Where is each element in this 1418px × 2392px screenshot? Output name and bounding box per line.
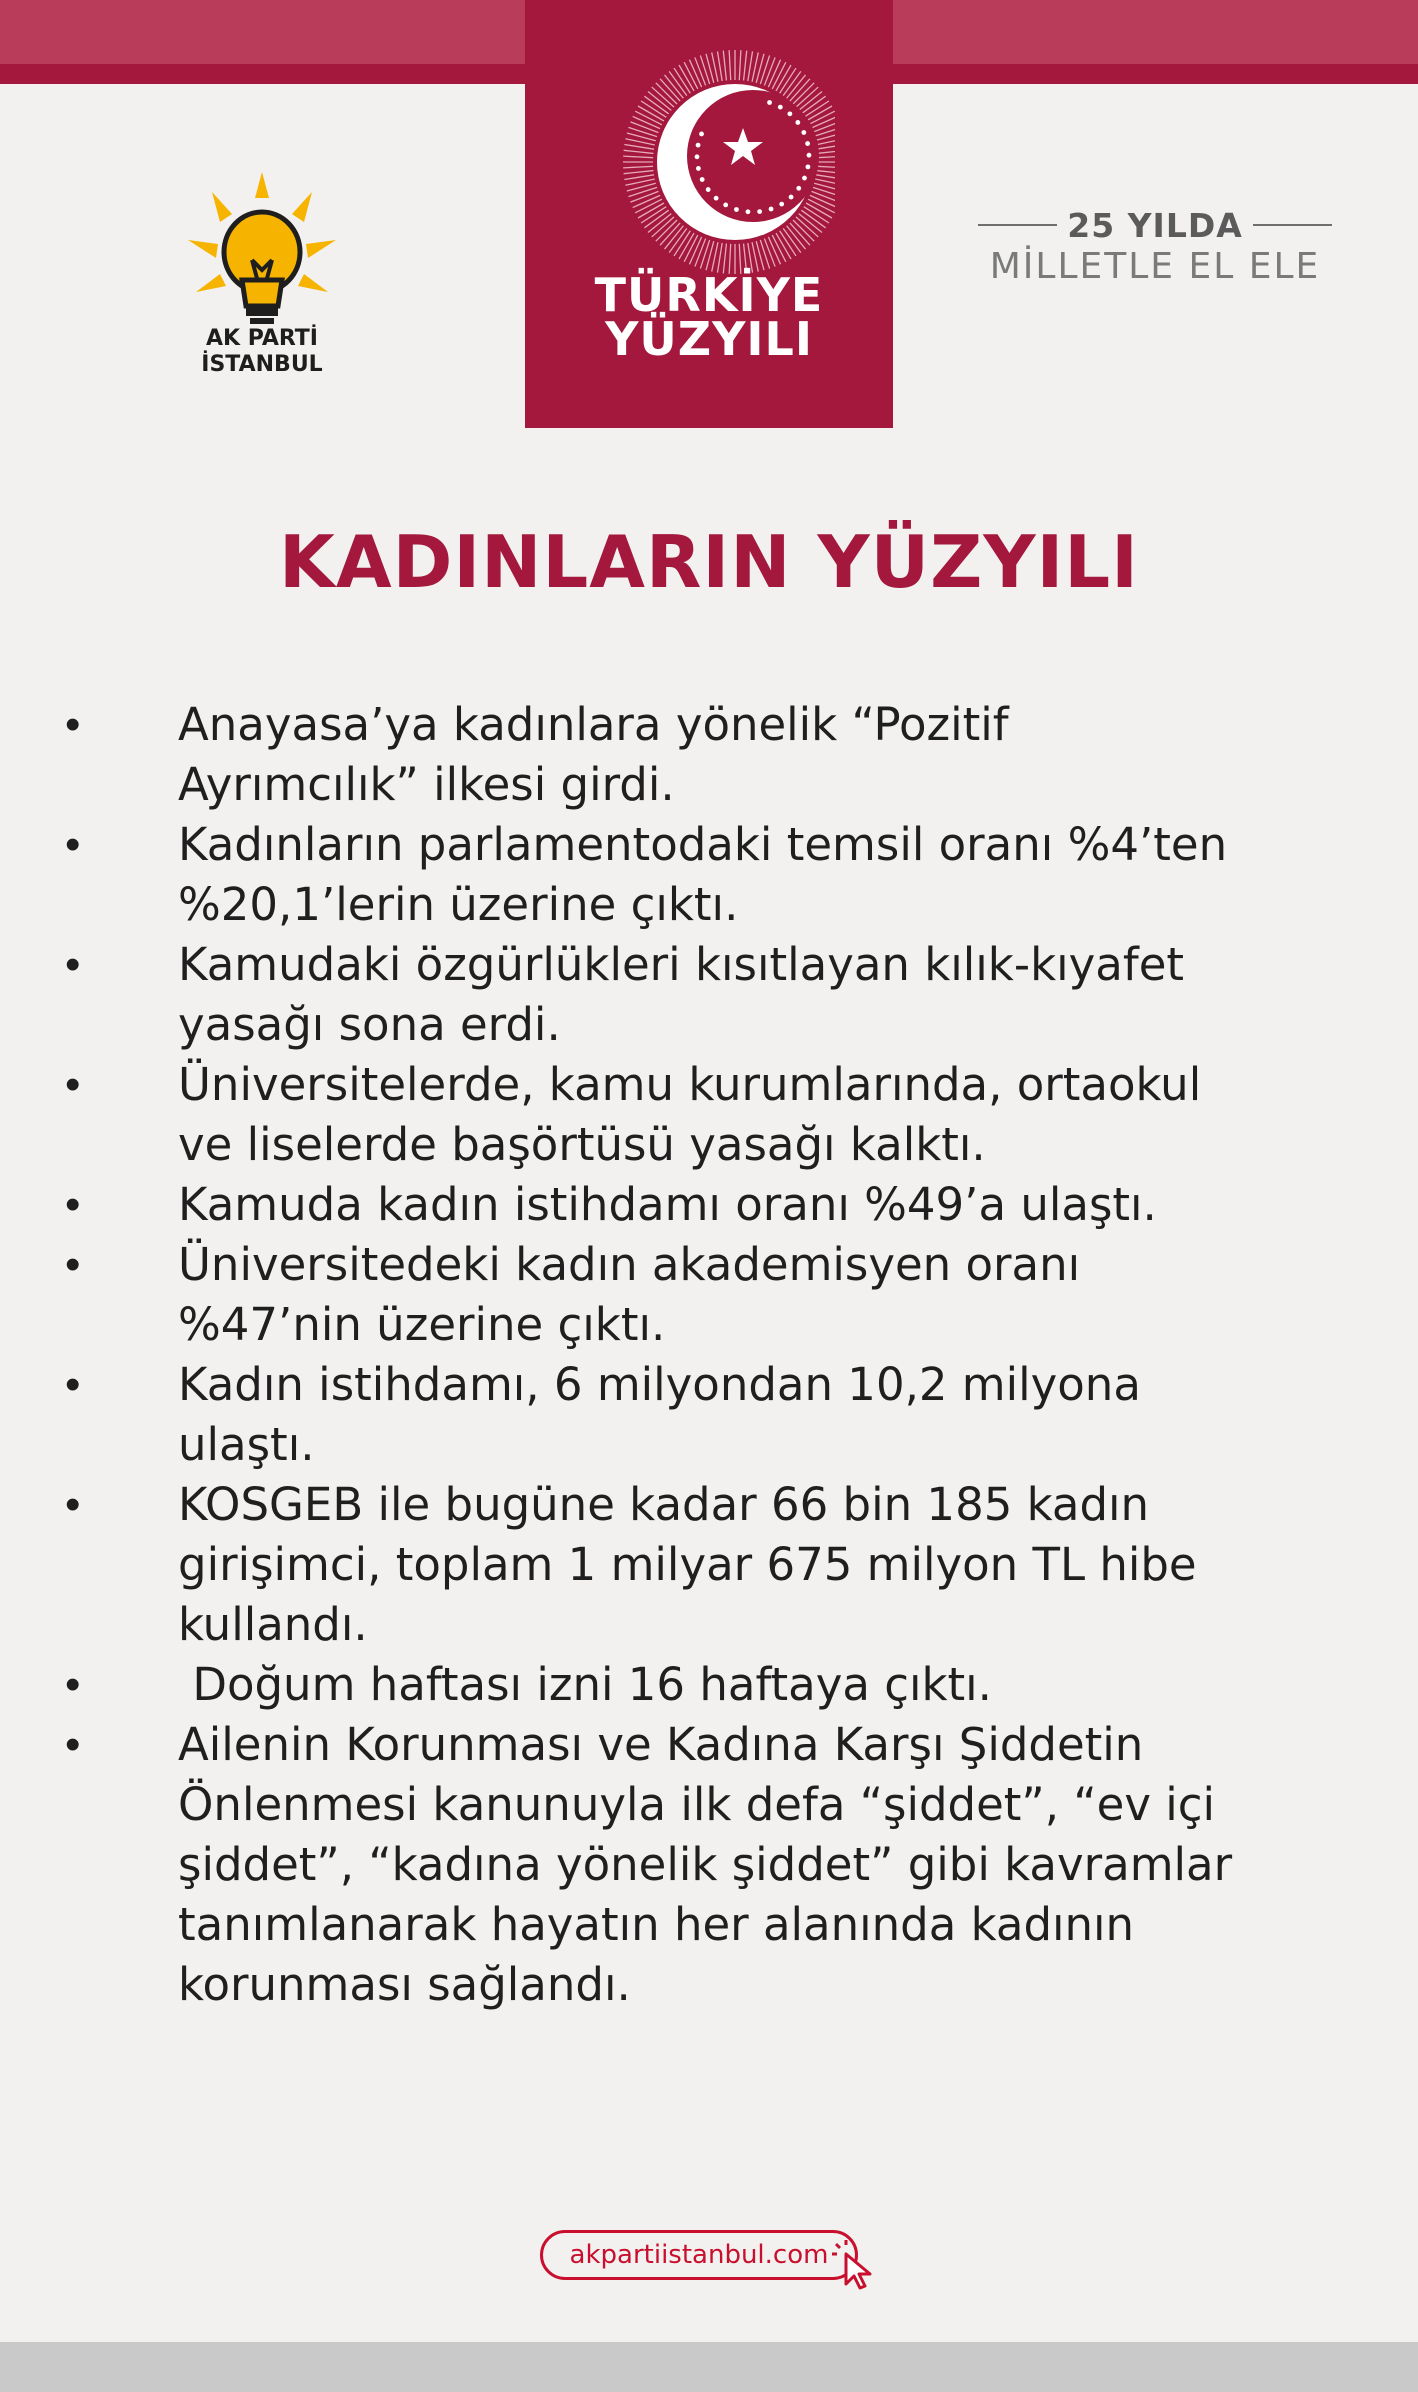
party-name-line2: İSTANBUL: [201, 352, 323, 377]
list-item: [60, 1655, 1360, 1715]
list-item: [60, 935, 1360, 1055]
page-title: KADINLARIN YÜZYILI: [279, 520, 1139, 604]
divider: [1253, 224, 1332, 226]
list-item: [60, 1235, 1360, 1355]
party-name-line1: AK PARTİ: [205, 326, 318, 351]
list-item-text: Anayasa’ya kadınlara yönelik “Pozitif Ayrımcılık” ilkesi girdi.: [178, 698, 1009, 811]
list-item: [60, 815, 1360, 935]
brand-title-line1: TÜRKİYE: [594, 268, 824, 322]
list-item: [60, 1355, 1360, 1475]
list-item-text: Kadınların parlamentodaki temsil oranı %4’ten %20,1’lerin üzerine çıktı.: [178, 818, 1228, 931]
list-item-text: Üniversitelerde, kamu kurumlarında, ortaokul ve liselerde başörtüsü yasağı kalktı.: [178, 1058, 1202, 1171]
years-text: 25 YILDA: [1067, 205, 1243, 245]
list-item-text: Ailenin Korunması ve Kadına Karşı Şiddetin Önlenmesi kanunuyla ilk defa “şiddet”, “ev içi şiddet”, “kadına yönelik şiddet” gibi kavramlar tanımlanarak hayatın her alanında kadının korunması sağlandı.: [178, 1718, 1233, 2011]
bullet-icon: •: [65, 940, 81, 989]
bullet-icon: •: [65, 1360, 81, 1409]
bullet-icon: •: [65, 1240, 81, 1289]
bullet-icon: •: [65, 820, 81, 869]
bullet-icon: •: [65, 700, 81, 749]
years-label: [978, 205, 1332, 245]
list-item: [60, 1175, 1360, 1235]
list-item: [60, 695, 1360, 815]
list-item: [60, 1475, 1360, 1655]
bullet-icon: •: [65, 1060, 81, 1109]
website-text[interactable]: akpartiistanbul.com: [569, 2240, 829, 2270]
divider: [978, 224, 1057, 226]
brand-title-line2: YÜZYILI: [605, 312, 813, 366]
list-item-text: Kamuda kadın istihdamı oranı %49’a ulaştı.: [178, 1178, 1157, 1231]
turkiye-yuzyili-badge: [525, 0, 893, 428]
list-item-text: Kadın istihdamı, 6 milyondan 10,2 milyona ulaştı.: [178, 1358, 1141, 1471]
list-item-text: KOSGEB ile bugüne kadar 66 bin 185 kadın girişimci, toplam 1 milyar 675 milyon TL hibe kullandı.: [178, 1478, 1197, 1651]
list-item-text: Kamudaki özgürlükleri kısıtlayan kılık-kıyafet yasağı sona erdi.: [178, 938, 1185, 1051]
list-item-text: Üniversitedeki kadın akademisyen oranı %47’nin üzerine çıktı.: [178, 1238, 1081, 1351]
cursor-click-icon: [832, 2240, 882, 2292]
list-item: [60, 1715, 1360, 2015]
bottom-band: [0, 2342, 1418, 2392]
website-link[interactable]: [540, 2230, 880, 2288]
list-item-text: Doğum haftası izni 16 haftaya çıktı.: [178, 1658, 992, 1711]
bullet-icon: •: [65, 1720, 81, 1769]
list-item: [60, 1055, 1360, 1175]
bullet-list: [60, 695, 1360, 2015]
slogan: MİLLETLE EL ELE: [989, 246, 1321, 287]
bullet-icon: •: [65, 1180, 81, 1229]
bullet-icon: •: [65, 1480, 81, 1529]
bullet-icon: •: [65, 1660, 81, 1709]
website-pill[interactable]: [540, 2230, 858, 2280]
crescent-star-emblem-icon: [585, 50, 835, 280]
